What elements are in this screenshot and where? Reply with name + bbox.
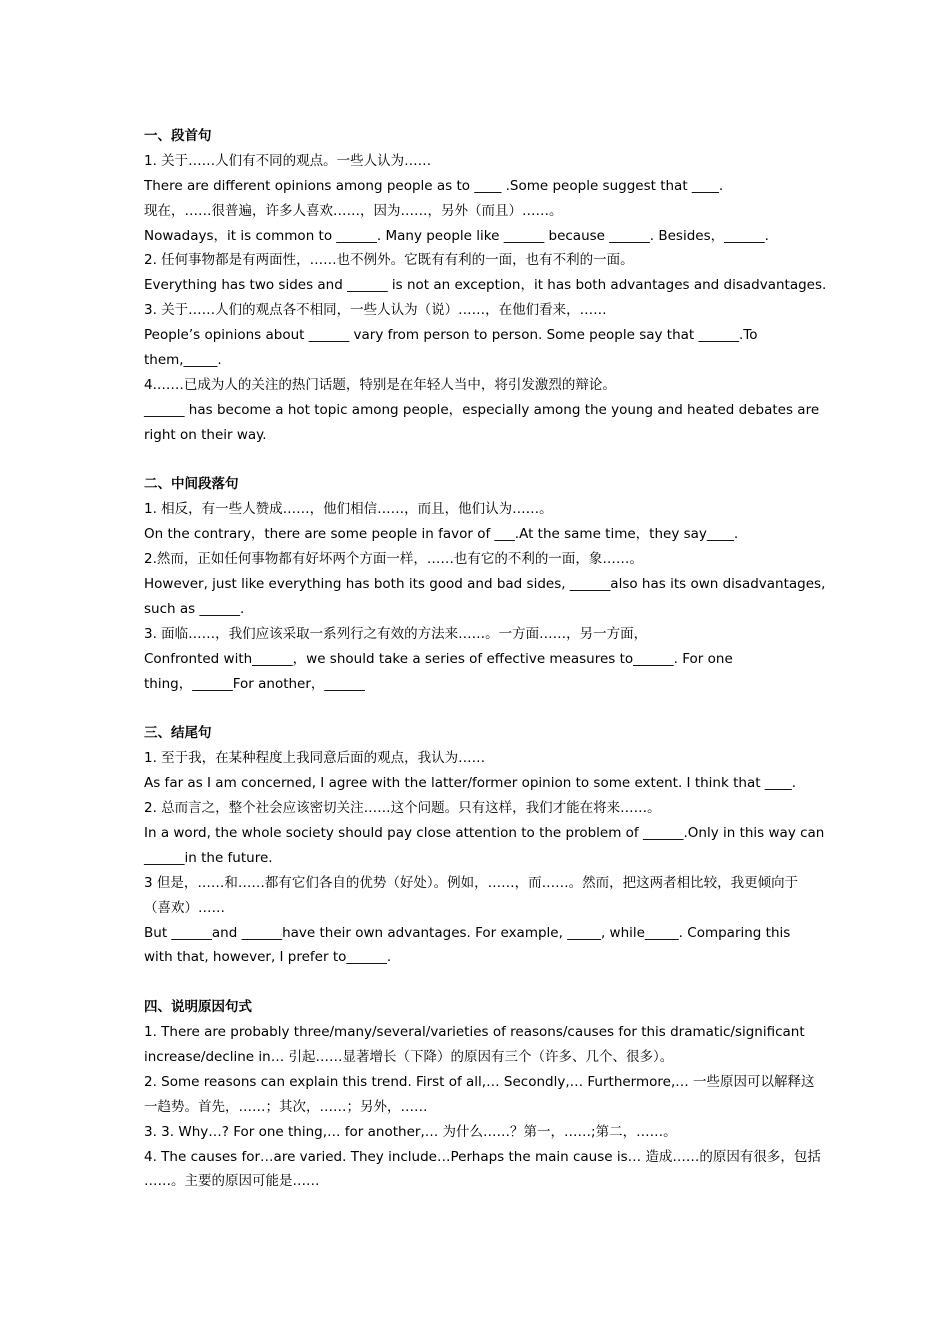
text-line: People’s opinions about ______ vary from person to person. Some people say that ______.To [144,327,758,344]
text-line: with that, however, I prefer to______. [144,949,392,966]
text-line: 1. 相反，有一些人赞成……，他们相信……，而且，他们认为……。 [144,501,553,518]
text-line: In a word, the whole society should pay close attention to the problem of ______.Only in this way can [144,824,825,841]
section-spacer [144,696,809,721]
text-line: There are different opinions among people as to ____ .Some people suggest that ____. [144,177,724,194]
text-line: 1. 至于我，在某种程度上我同意后面的观点，我认为…… [144,750,486,767]
text-line: ______in the future. [144,849,273,866]
section-spacer [144,448,809,473]
text-line: 一趋势。首先，……；其次，……；另外，…… [144,1098,428,1115]
text-line: Nowadays，it is common to ______. Many people like ______ because ______. Besides，______. [144,227,769,244]
text-line: 4. The causes for…are varied. They include…Perhaps the main cause is… 造成……的原因有很多，包括 [144,1148,821,1165]
text-line: However, just like everything has both its good and bad sides, ______also has its own disadvantages, [144,576,826,593]
text-line: thing，______For another，______ [144,675,365,692]
text-line: On the contrary，there are some people in favor of ___.At the same time，they say____. [144,526,739,543]
section-opening-sentences [144,124,827,448]
section-heading: 四、说明原因句式 [144,999,252,1016]
section-heading: 二、中间段落句 [144,476,239,493]
text-line: But ______and ______have their own advantages. For example, _____, while_____. Comparing this [144,924,791,941]
text-line: 3. 3. Why…? For one thing,… for another,… 为什么……？第一，……;第二，……。 [144,1123,677,1140]
text-line: ……。主要的原因可能是…… [144,1173,320,1190]
text-line: 现在，……很普遍，许多人喜欢……，因为……，另外（而且）……。 [144,202,563,219]
section-spacer [144,970,809,995]
document-body [144,124,827,1194]
text-line: 3 但是，……和……都有它们各自的优势（好处）。例如，……，而……。然而，把这两者相比较，我更倾向于 [144,874,799,891]
text-line: 3. 关于……人们的观点各不相同，一些人认为（说）……，在他们看来，…… [144,302,607,319]
text-line: 4.……已成为人的关注的热门话题，特别是在年轻人当中，将引发激烈的辩论。 [144,376,616,393]
text-line: 1. 关于……人们有不同的观点。一些人认为…… [144,152,432,169]
text-line: such as ______. [144,600,245,617]
text-line: 2.然而，正如任何事物都有好坏两个方面一样，……也有它的不利的一面，象……。 [144,551,643,568]
text-line: 1. There are probably three/many/several/varieties of reasons/causes for this dramatic/significant [144,1024,805,1041]
text-line: right on their way. [144,426,267,443]
text-line: （喜欢）…… [144,899,225,916]
section-closing-sentences [144,721,825,970]
text-line: them,_____. [144,352,222,369]
text-line: 3. 面临……，我们应该采取一系列行之有效的方法来……。一方面……，另一方面， [144,625,648,642]
text-line: Confronted with______，we should take a series of effective measures to______. For one [144,650,733,667]
section-heading: 三、结尾句 [144,725,212,742]
text-line: As far as I am concerned, I agree with the latter/former opinion to some extent. I think that ____. [144,775,797,792]
section-body-sentences [144,472,826,696]
text-line: 2. 总而言之，整个社会应该密切关注……这个问题。只有这样，我们才能在将来……。 [144,800,661,817]
text-line: 2. Some reasons can explain this trend. First of all,… Secondly,… Furthermore,… 一些原因可以解释这 [144,1073,815,1090]
section-heading: 一、段首句 [144,128,212,144]
text-line: ______ has become a hot topic among people，especially among the young and heated debates are [144,401,820,418]
text-line: Everything has two sides and ______ is not an exception，it has both advantages and disadvantages. [144,277,827,294]
text-line: increase/decline in… 引起……显著增长（下降）的原因有三个（许多、几个、很多）。 [144,1048,674,1065]
section-reason-patterns [144,995,821,1194]
text-line: 2. 任何事物都是有两面性，……也不例外。它既有有利的一面，也有不利的一面。 [144,252,634,269]
